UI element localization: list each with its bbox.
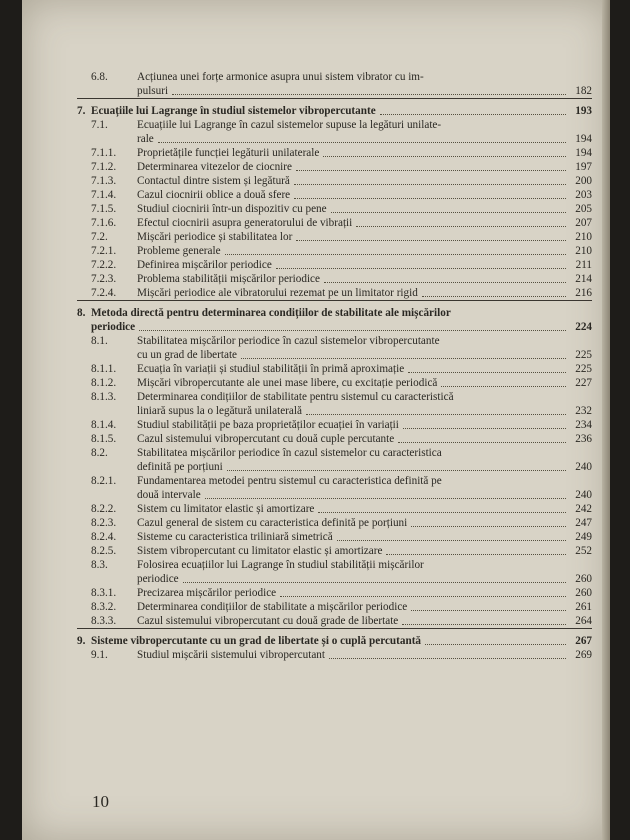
- dot-leader: [158, 141, 566, 143]
- toc-entry-number: 8.1.: [91, 335, 108, 347]
- toc-entry-number: 7.2.1.: [91, 245, 117, 257]
- dot-leader: [306, 413, 566, 415]
- toc-entry-page: 232: [575, 405, 592, 417]
- toc-entry-title: Studiul ciocnirii într-un dispozitiv cu pene: [137, 203, 327, 215]
- toc-entry-page: 249: [575, 531, 592, 543]
- toc-entry: [77, 216, 592, 230]
- dot-leader: [331, 211, 566, 213]
- toc-entry-title: periodice: [91, 321, 136, 333]
- toc-entry-title: periodice: [137, 573, 179, 585]
- dot-leader: [172, 93, 566, 95]
- toc-entry-title: Sistem cu limitator elastic și amortizare: [137, 503, 315, 515]
- toc-entry: [77, 258, 592, 272]
- toc-entry: [77, 146, 592, 160]
- toc-entry-title: Proprietățile funcției legăturii unilaterale: [137, 147, 320, 159]
- toc-entry-number: 7.2.3.: [91, 273, 117, 285]
- toc-entry-page: 216: [575, 287, 592, 299]
- toc-entry-number: 7.1.5.: [91, 203, 117, 215]
- page-number: 10: [92, 792, 109, 811]
- toc-entry-number: 8.3.: [91, 559, 108, 571]
- toc-entry-number: 8.2.3.: [91, 517, 117, 529]
- toc-entry-page: 224: [575, 321, 592, 333]
- toc-entry-title: Probleme generale: [137, 245, 221, 257]
- dot-leader: [329, 657, 566, 659]
- dot-leader: [324, 281, 566, 283]
- toc-entry-title: Stabilitatea mișcărilor periodice în cazul sistemelor cu caracteristica: [137, 447, 442, 459]
- toc-entry: [77, 446, 592, 474]
- dot-leader: [225, 253, 566, 255]
- toc-entry: [77, 174, 592, 188]
- toc-entry-page: 269: [575, 649, 592, 661]
- book-page: [22, 0, 610, 840]
- toc-entry: [77, 418, 592, 432]
- toc-entry-title: Stabilitatea mișcărilor periodice în cazul sistemelor vibropercutante: [137, 335, 440, 347]
- toc-entry-number: 7.1.: [91, 119, 108, 131]
- dot-leader: [139, 329, 566, 331]
- toc-entry-number: 7.1.6.: [91, 217, 117, 229]
- toc-entry-page: 203: [575, 189, 592, 201]
- toc-entry-page: 236: [575, 433, 592, 445]
- toc-entry-page: 247: [575, 517, 592, 529]
- toc-entry-page: 210: [575, 231, 592, 243]
- toc-entry-title: Ecuațiile lui Lagrange în cazul sistemelor supuse la legături unilate-: [137, 119, 442, 131]
- toc-entry: [77, 104, 592, 118]
- toc-entry: [77, 188, 592, 202]
- toc-entry-title: cu un grad de libertate: [137, 349, 238, 361]
- dot-leader: [441, 385, 566, 387]
- dot-leader: [296, 169, 566, 171]
- toc-entry-number: 9.: [77, 635, 86, 647]
- toc-entry-page: 214: [575, 273, 592, 285]
- chapter-divider: [77, 98, 592, 99]
- toc-entry-title: liniară supus la o legătură unilaterală: [137, 405, 302, 417]
- toc-entry-number: 7.1.2.: [91, 161, 117, 173]
- toc-entry-number: 7.: [77, 105, 86, 117]
- dot-leader: [380, 113, 566, 115]
- chapter-divider: [77, 628, 592, 629]
- dot-leader: [356, 225, 566, 227]
- toc-entry-page: 261: [575, 601, 592, 613]
- toc-entry: [77, 272, 592, 286]
- toc-entry-page: 205: [575, 203, 592, 215]
- toc-entry: [77, 306, 592, 334]
- toc-entry-number: 7.2.4.: [91, 287, 117, 299]
- toc-entry: [77, 286, 592, 300]
- toc-entry-page: 211: [575, 259, 592, 271]
- dot-leader: [403, 427, 566, 429]
- toc-entry-title: Metoda directă pentru determinarea condițiilor de stabilitate ale mișcărilor: [91, 307, 451, 319]
- toc-entry-title: Fundamentarea metodei pentru sistemul cu caracteristica definită pe: [137, 475, 442, 487]
- toc-entry: [77, 530, 592, 544]
- dot-leader: [294, 197, 566, 199]
- toc-entry: [77, 634, 592, 648]
- toc-entry-title: definită pe porțiuni: [137, 461, 223, 473]
- toc-entry-title: Mișcări periodice și stabilitatea lor: [137, 231, 293, 243]
- toc-entry-title: Cazul general de sistem cu caracteristica definită pe porțiuni: [137, 517, 408, 529]
- toc-entry-number: 7.1.3.: [91, 175, 117, 187]
- dot-leader: [398, 441, 566, 443]
- dot-leader: [422, 295, 566, 297]
- toc-entry-number: 8.1.5.: [91, 433, 117, 445]
- toc-entry-page: 194: [575, 133, 592, 145]
- toc-entry-title: pulsuri: [137, 85, 169, 97]
- toc-entry-number: 7.1.4.: [91, 189, 117, 201]
- toc-entry-number: 8.1.1.: [91, 363, 117, 375]
- dot-leader: [205, 497, 566, 499]
- dot-leader: [318, 511, 566, 513]
- toc-entry: [77, 70, 592, 98]
- toc-entry-page: 260: [575, 573, 592, 585]
- toc-entry-number: 8.2.5.: [91, 545, 117, 557]
- toc-entry-number: 7.2.: [91, 231, 108, 243]
- toc-entry: [77, 558, 592, 586]
- table-of-contents: [77, 70, 592, 662]
- toc-entry-page: 267: [575, 635, 592, 647]
- toc-entry-title: două intervale: [137, 489, 201, 501]
- toc-entry-title: Determinarea condițiilor de stabilitate a mișcărilor periodice: [137, 601, 408, 613]
- toc-entry-title: Determinarea vitezelor de ciocnire: [137, 161, 292, 173]
- dot-leader: [411, 609, 566, 611]
- toc-entry: [77, 362, 592, 376]
- dot-leader: [323, 155, 566, 157]
- toc-entry-number: 7.2.2.: [91, 259, 117, 271]
- dot-leader: [425, 643, 566, 645]
- toc-entry-title: Studiul mișcării sistemului vibropercutant: [137, 649, 325, 661]
- toc-entry: [77, 160, 592, 174]
- toc-entry-number: 8.1.4.: [91, 419, 117, 431]
- toc-entry-title: Definirea mișcărilor periodice: [137, 259, 272, 271]
- dot-leader: [294, 183, 566, 185]
- page-spine-edge: [602, 0, 610, 840]
- dot-leader: [296, 239, 566, 241]
- toc-entry: [77, 244, 592, 258]
- toc-entry-page: 210: [575, 245, 592, 257]
- toc-entry: [77, 502, 592, 516]
- toc-entry-title: Sisteme vibropercutante cu un grad de libertate și o cuplă percutantă: [91, 635, 422, 647]
- toc-entry-number: 6.8.: [91, 71, 108, 83]
- toc-entry-title: Mișcări vibropercutante ale unei mase libere, cu excitație periodică: [137, 377, 438, 389]
- dot-leader: [386, 553, 566, 555]
- toc-entry-title: Sistem vibropercutant cu limitator elastic și amortizare: [137, 545, 383, 557]
- toc-entry-page: 200: [575, 175, 592, 187]
- toc-entry: [77, 202, 592, 216]
- toc-entry-title: Contactul dintre sistem și legătură: [137, 175, 290, 187]
- toc-entry: [77, 600, 592, 614]
- toc-entry: [77, 648, 592, 662]
- dot-leader: [227, 469, 566, 471]
- toc-entry: [77, 432, 592, 446]
- toc-entry-number: 8.2.2.: [91, 503, 117, 515]
- toc-entry-page: 234: [575, 419, 592, 431]
- dot-leader: [241, 357, 566, 359]
- toc-entry-page: 197: [575, 161, 592, 173]
- toc-entry-page: 260: [575, 587, 592, 599]
- toc-entry: [77, 474, 592, 502]
- toc-entry-number: 8.1.3.: [91, 391, 117, 403]
- toc-entry-page: 264: [575, 615, 592, 627]
- toc-entry-title: Sisteme cu caracteristica triliniară simetrică: [137, 531, 333, 543]
- dot-leader: [276, 267, 566, 269]
- dot-leader: [402, 623, 566, 625]
- toc-entry-page: 240: [575, 461, 592, 473]
- toc-entry-title: Problema stabilității mișcărilor periodice: [137, 273, 320, 285]
- dot-leader: [411, 525, 566, 527]
- toc-entry-title: Precizarea mișcărilor periodice: [137, 587, 277, 599]
- toc-entry-page: 252: [575, 545, 592, 557]
- toc-entry: [77, 376, 592, 390]
- toc-entry-title: Cazul ciocnirii oblice a două sfere: [137, 189, 291, 201]
- toc-entry-page: 242: [575, 503, 592, 515]
- toc-entry-number: 8.2.4.: [91, 531, 117, 543]
- toc-entry-title: Cazul sistemului vibropercutant cu două cuple percutante: [137, 433, 395, 445]
- toc-entry: [77, 614, 592, 628]
- toc-entry-page: 207: [575, 217, 592, 229]
- toc-entry-page: 227: [575, 377, 592, 389]
- toc-entry-number: 8.2.1.: [91, 475, 117, 487]
- toc-entry-number: 7.1.1.: [91, 147, 117, 159]
- toc-entry: [77, 334, 592, 362]
- toc-entry-number: 9.1.: [91, 649, 108, 661]
- toc-entry-number: 8.: [77, 307, 86, 319]
- dot-leader: [183, 581, 566, 583]
- toc-entry-title: Efectul ciocnirii asupra generatorului de vibrații: [137, 217, 353, 229]
- toc-entry-number: 8.3.3.: [91, 615, 117, 627]
- toc-entry: [77, 390, 592, 418]
- toc-entry: [77, 118, 592, 146]
- toc-entry: [77, 230, 592, 244]
- toc-entry-title: rale: [137, 133, 154, 145]
- toc-entry-title: Folosirea ecuațiilor lui Lagrange în studiul stabilității mișcărilor: [137, 559, 424, 571]
- toc-entry-title: Acțiunea unei forțe armonice asupra unui sistem vibrator cu im-: [137, 71, 424, 83]
- toc-entry: [77, 516, 592, 530]
- toc-entry-number: 8.2.: [91, 447, 108, 459]
- toc-entry-number: 8.3.1.: [91, 587, 117, 599]
- toc-entry-number: 8.3.2.: [91, 601, 117, 613]
- toc-entry-page: 193: [575, 105, 592, 117]
- dot-leader: [337, 539, 566, 541]
- toc-entry-page: 240: [575, 489, 592, 501]
- toc-entry-page: 225: [575, 363, 592, 375]
- dot-leader: [280, 595, 566, 597]
- toc-entry-title: Ecuațiile lui Lagrange în studiul sistemelor vibropercutante: [91, 105, 376, 117]
- toc-entry-page: 194: [575, 147, 592, 159]
- toc-entry-page: 182: [575, 85, 592, 97]
- toc-entry-title: Cazul sistemului vibropercutant cu două grade de libertate: [137, 615, 399, 627]
- toc-entry-number: 8.1.2.: [91, 377, 117, 389]
- toc-entry-title: Determinarea condițiilor de stabilitate pentru sistemul cu caracteristică: [137, 391, 454, 403]
- toc-entry-page: 225: [575, 349, 592, 361]
- dot-leader: [408, 371, 566, 373]
- chapter-divider: [77, 300, 592, 301]
- toc-entry-title: Ecuația în variații și studiul stabilității în primă aproximație: [137, 363, 405, 375]
- toc-entry-title: Mișcări periodice ale vibratorului rezemat pe un limitator rigid: [137, 287, 418, 299]
- toc-entry: [77, 586, 592, 600]
- toc-entry-title: Studiul stabilității pe baza proprietăților ecuației în variații: [137, 419, 399, 431]
- toc-entry: [77, 544, 592, 558]
